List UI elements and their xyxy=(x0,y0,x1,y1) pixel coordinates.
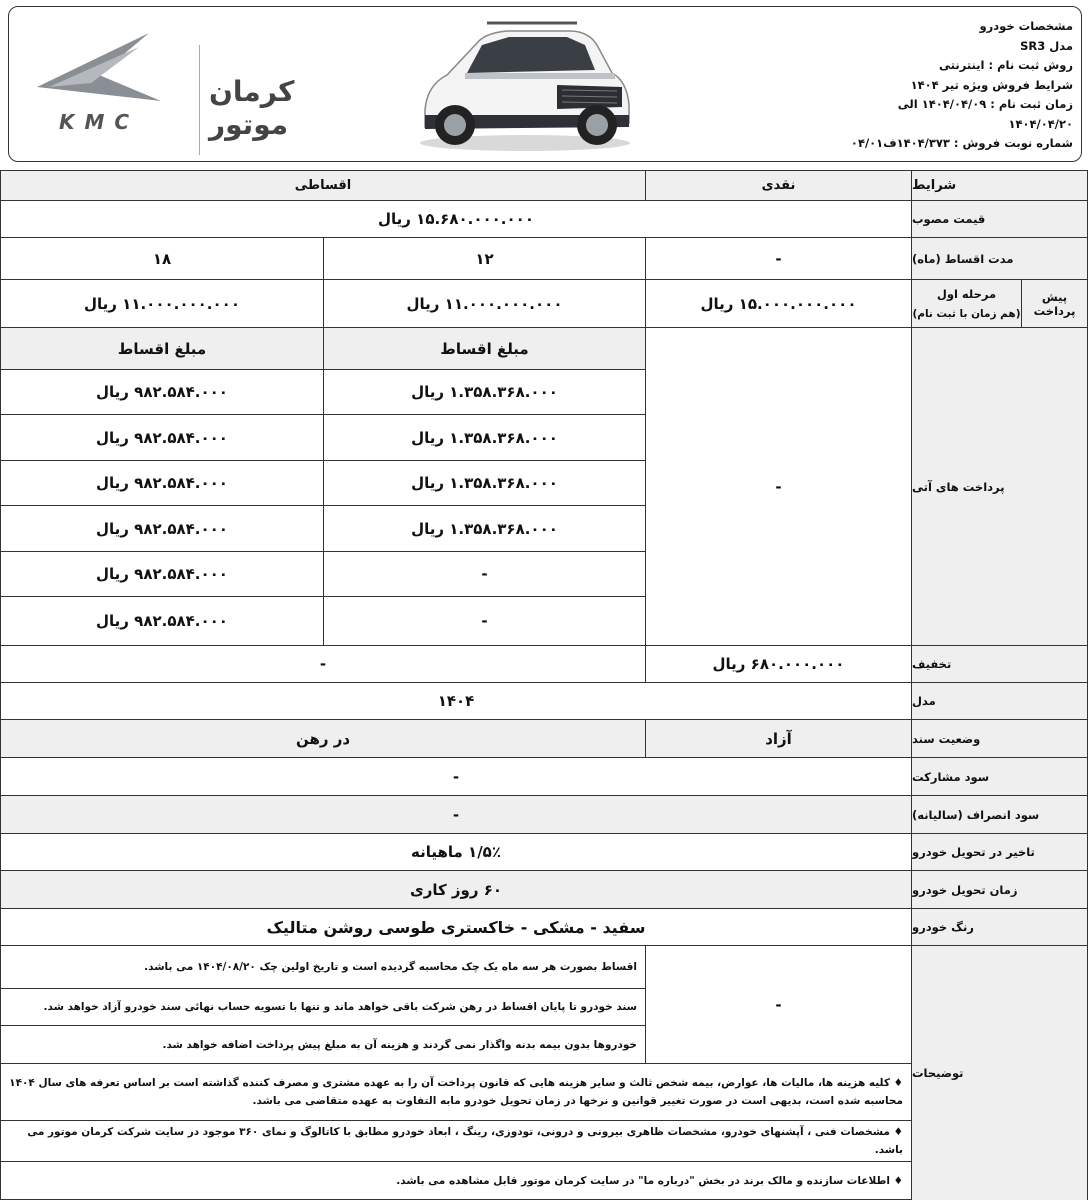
installment-18-row: ۹۸۲.۵۸۴.۰۰۰ ریال xyxy=(0,596,324,646)
delivery-delay-value: ۱/۵٪ ماهیانه xyxy=(0,833,912,871)
brand-logo xyxy=(29,25,329,143)
header-conditions: شرایط xyxy=(911,170,1088,201)
installment-18-row: ۹۸۲.۵۸۴.۰۰۰ ریال xyxy=(0,369,324,415)
installment-12-row: ۱.۳۵۸.۳۶۸.۰۰۰ ریال xyxy=(323,460,646,506)
note-item: خودروها بدون بیمه بدنه واگذار نمی گردند و هزینه آن به مبلغ پیش پرداخت اضافه خواهد شد. xyxy=(0,1025,646,1064)
note-item: ♦ اطلاعات سازنده و مالک برند در بخش "درباره ما" در سایت کرمان موتور قابل مشاهده می باشد. xyxy=(0,1161,912,1200)
label-discount: تخفیف xyxy=(911,645,1088,683)
label-participation-profit: سود مشارکت xyxy=(911,757,1088,796)
header-cash: نقدی xyxy=(645,170,912,201)
spec-info xyxy=(833,17,1073,154)
installment-12-row: ۱.۳۵۸.۳۶۸.۰۰۰ ریال xyxy=(323,369,646,415)
installment-12-row: - xyxy=(323,551,646,597)
installment-18-row: ۹۸۲.۵۸۴.۰۰۰ ریال xyxy=(0,505,324,552)
car-image xyxy=(407,15,637,160)
cash-prepayment: ۱۵.۰۰۰.۰۰۰.۰۰۰ ریال xyxy=(645,279,912,328)
label-first-stage xyxy=(911,279,1022,328)
header-panel xyxy=(8,6,1082,162)
cash-future-payments: - xyxy=(645,327,912,646)
cancellation-profit-value: - xyxy=(0,795,912,834)
label-model: مدل xyxy=(911,682,1088,720)
installment-12-row: ۱.۳۵۸.۳۶۸.۰۰۰ ریال xyxy=(323,414,646,461)
installment-discount: - xyxy=(0,645,646,683)
label-cancellation-profit: سود انصراف (سالیانه) xyxy=(911,795,1088,834)
conditions-table xyxy=(0,168,1089,1200)
note-item: سند خودرو تا پایان اقساط در رهن شرکت باقی خواهد ماند و تنها با تسویه حساب نهائی سند خودرو آزاد خواهد شد. xyxy=(0,988,646,1026)
sale-number: شماره نوبت فروش : ۱۴۰۴/۳۷۳ف۰۴/۰۱ xyxy=(850,136,1073,150)
first-stage-sub: (هم زمان با ثبت نام) xyxy=(912,307,1021,320)
cash-period: - xyxy=(645,237,912,280)
installment-12-row: ۱.۳۵۸.۳۶۸.۰۰۰ ریال xyxy=(323,505,646,552)
note-item: ♦ کلیه هزینه ها، مالیات ها، عوارض، بیمه شخص ثالث و سایر هزینه هایی که قانون پرداخت آن را به عهده مشتری و مصرف کننده گذاشته است بر اساس تعرفه های سال ۱۴۰۴ محاسبه شده است، بدیهی است در صورت تغییر قوانین و نرخها در زمان تحویل خودرو مابه التفاوت به عهده متقاضی می باشد. xyxy=(0,1063,912,1121)
label-future-payments: پرداخت های آتی xyxy=(911,327,1088,646)
kmc-emblem-icon xyxy=(29,25,179,135)
note-item: اقساط بصورت هر سه ماه یک چک محاسبه گردیده است و تاریخ اولین چک ۱۴۰۴/۰۸/۲۰ می باشد. xyxy=(0,945,646,989)
logo-divider xyxy=(199,45,200,155)
prepayment-18: ۱۱.۰۰۰.۰۰۰.۰۰۰ ریال xyxy=(0,279,324,328)
sale-condition: شرایط فروش ویژه تیر ۱۴۰۴ xyxy=(910,77,1073,92)
label-delivery-delay: تاخیر در تحویل خودرو xyxy=(911,833,1088,871)
installment-18-row: ۹۸۲.۵۸۴.۰۰۰ ریال xyxy=(0,414,324,461)
installment-18-row: ۹۸۲.۵۸۴.۰۰۰ ریال xyxy=(0,460,324,506)
cash-discount: ۶۸۰.۰۰۰.۰۰۰ ریال xyxy=(645,645,912,683)
installment-amount-header-18: مبلغ اقساط xyxy=(0,327,324,370)
brand-logo-text: KMC xyxy=(58,110,140,134)
installment-amount-header-12: مبلغ اقساط xyxy=(323,327,646,370)
label-prepayment: پیش پرداخت xyxy=(1021,279,1088,328)
spec-title: مشخصات خودرو xyxy=(979,19,1073,33)
label-delivery-time: زمان تحویل خودرو xyxy=(911,870,1088,909)
model-year-value: ۱۴۰۴ xyxy=(0,682,912,720)
notes-cash-value: - xyxy=(645,945,912,1064)
brand-name-fa: کرمان موتور xyxy=(209,75,295,141)
note-item: ♦ مشخصات فنی ، آپشنهای خودرو، مشخصات ظاهری بیرونی و درونی، تودوزی، رینگ ، ابعاد خودرو مطابق با کاتالوگ و نمای ۳۶۰ موجود در سایت شرکت کرمان موتور می باشد. xyxy=(0,1120,912,1162)
prepayment-12: ۱۱.۰۰۰.۰۰۰.۰۰۰ ریال xyxy=(323,279,646,328)
label-installment-period: مدت اقساط (ماه) xyxy=(911,237,1088,280)
label-car-color: رنگ خودرو xyxy=(911,908,1088,946)
registration-method: روش ثبت نام : اینترنتی xyxy=(939,58,1073,72)
label-approved-price: قیمت مصوب xyxy=(911,200,1088,238)
registration-time: زمان ثبت نام : ۱۴۰۴/۰۴/۰۹ الی ۱۴۰۴/۰۴/۲۰ xyxy=(897,97,1073,131)
header-installment: اقساطی xyxy=(0,170,646,201)
cash-document-status: آزاد xyxy=(645,719,912,758)
installment-12-row: - xyxy=(323,596,646,646)
period-18: ۱۸ xyxy=(0,237,324,280)
label-notes: توضیحات xyxy=(911,945,1088,1200)
model-line: مدل SR3 xyxy=(1020,38,1073,53)
delivery-time-value: ۶۰ روز کاری xyxy=(0,870,912,909)
installment-18-row: ۹۸۲.۵۸۴.۰۰۰ ریال xyxy=(0,551,324,597)
participation-profit-value: - xyxy=(0,757,912,796)
approved-price-value: ۱۵.۶۸۰.۰۰۰.۰۰۰ ریال xyxy=(0,200,912,238)
label-document-status: وضعیت سند xyxy=(911,719,1088,758)
period-12: ۱۲ xyxy=(323,237,646,280)
first-stage-title: مرحله اول xyxy=(936,286,997,301)
car-color-value: سفید - مشکی - خاکستری طوسی روشن متالیک xyxy=(0,908,912,946)
installment-document-status: در رهن xyxy=(0,719,646,758)
